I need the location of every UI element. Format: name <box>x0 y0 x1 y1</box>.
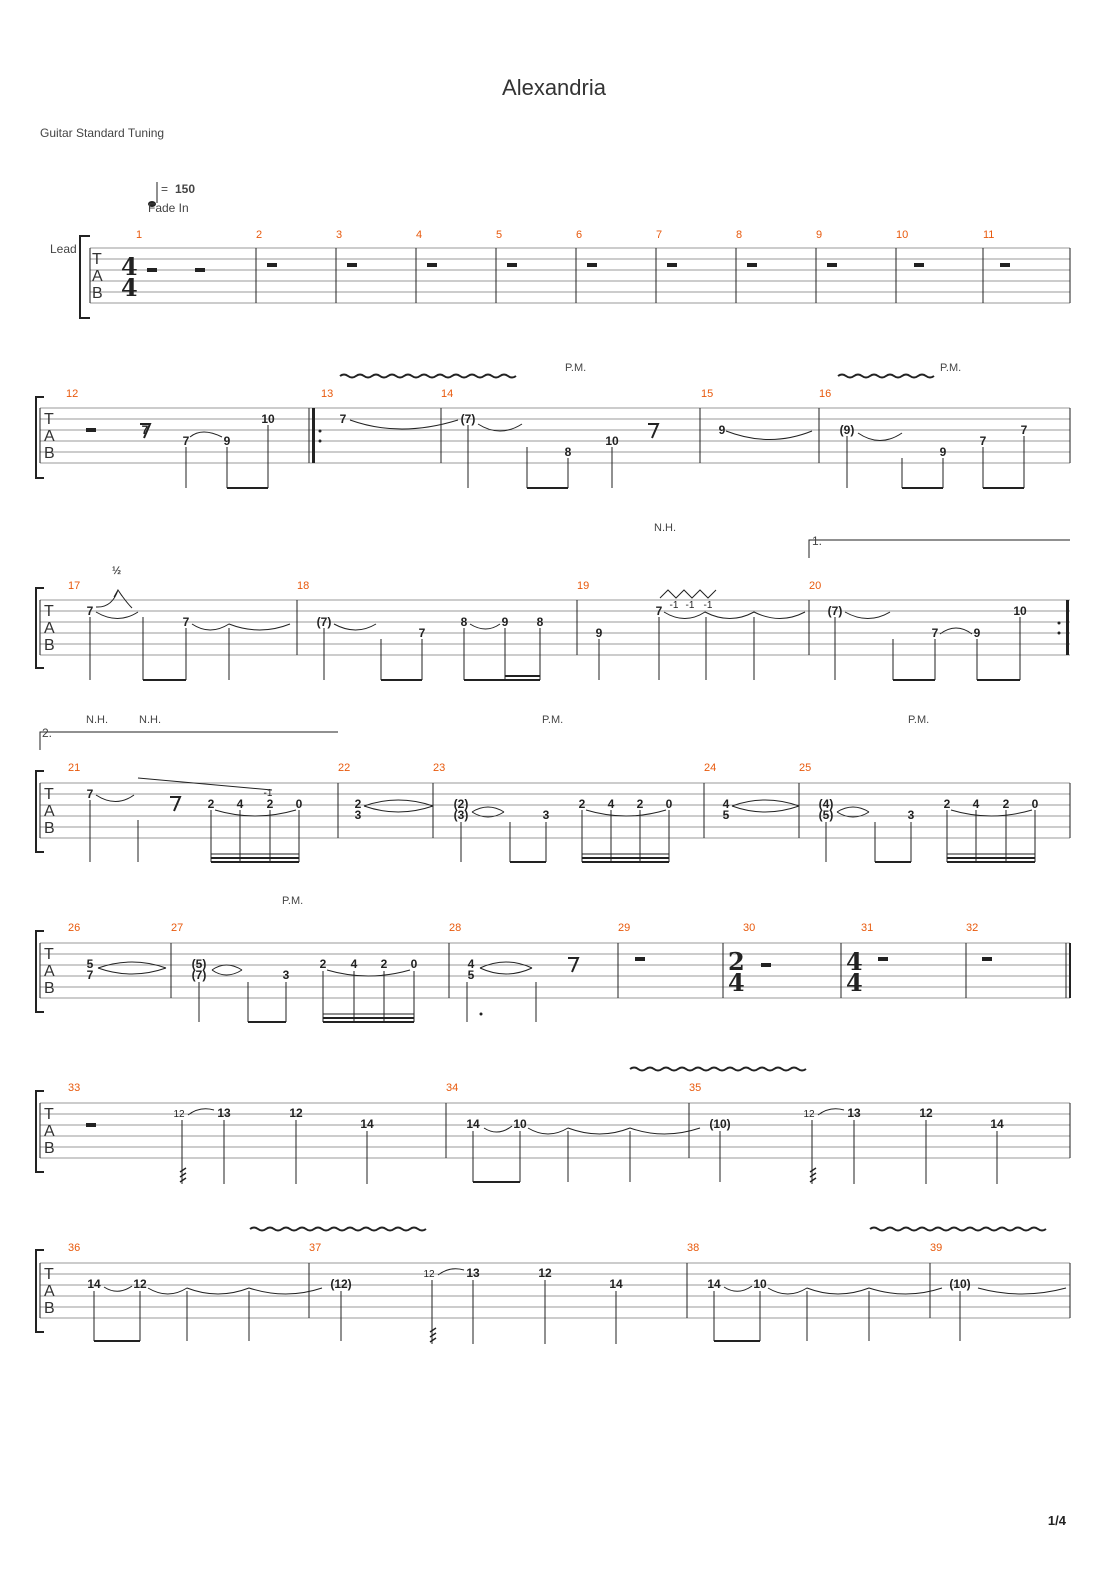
measure-number: 37 <box>309 1242 322 1254</box>
bend-arrow-icon <box>96 590 132 608</box>
time-sig-bottom: 4 <box>121 273 138 302</box>
fret-number: 13 <box>217 1106 231 1120</box>
time-sig-top: 4 <box>846 947 863 976</box>
tab-letter-t: T <box>44 786 54 803</box>
fret-number: 7 <box>655 604 663 618</box>
fret-number: 5 <box>86 957 94 971</box>
system-3 <box>36 522 1070 680</box>
grace-fret: 12 <box>803 1109 815 1120</box>
fret-number: 3 <box>282 968 290 982</box>
time-sig-bottom: 4 <box>846 968 863 997</box>
vibrato-line <box>250 1228 426 1231</box>
tab-letter-a: A <box>44 963 55 980</box>
measure-number: 33 <box>68 1082 81 1094</box>
measure-number: 25 <box>799 762 812 774</box>
fret-number: 5 <box>722 808 730 822</box>
fret-number: (12) <box>330 1277 352 1291</box>
tab-letter-b: B <box>92 285 103 302</box>
volta-1-label: 1. <box>812 534 823 548</box>
measure-number: 32 <box>966 922 979 934</box>
measure-number: 6 <box>576 229 583 241</box>
measure-number: 34 <box>446 1082 459 1094</box>
harmonic-zigzag <box>660 590 716 598</box>
tuning-label: Guitar Standard Tuning <box>40 126 165 140</box>
half-bend-label: ½ <box>112 565 122 577</box>
song-title: Alexandria <box>502 75 606 100</box>
measure-number: 19 <box>577 580 590 592</box>
fret-number: 14 <box>360 1117 374 1131</box>
tab-letter-t: T <box>44 946 54 963</box>
measure-number: 39 <box>930 1242 943 1254</box>
volta-bracket-2 <box>40 732 338 750</box>
measure-number: 29 <box>618 922 631 934</box>
fret-number: 4 <box>467 957 475 971</box>
fret-number: 9 <box>223 434 231 448</box>
system-1 <box>80 229 1070 318</box>
natural-harmonic-label: N.H. <box>654 522 676 534</box>
fret-number: 7 <box>931 626 939 640</box>
measure-number: 11 <box>983 229 995 241</box>
fret-number: 2 <box>380 957 388 971</box>
fret-number: (5) <box>818 808 834 822</box>
vibrato-line <box>870 1228 1046 1231</box>
tab-letter-t: T <box>44 603 54 620</box>
fret-number: 10 <box>261 412 275 426</box>
fret-number: 9 <box>595 626 603 640</box>
fret-number: 7 <box>1020 423 1028 437</box>
measure-number: 38 <box>687 1242 700 1254</box>
fret-number: 5 <box>467 968 475 982</box>
palm-mute-label: P.M. <box>940 362 962 374</box>
fret-number: 8 <box>536 615 544 629</box>
tab-letter-a: A <box>44 1123 55 1140</box>
fret-number: (7) <box>191 968 207 982</box>
fret-number: 7 <box>86 787 94 801</box>
measure-number: 10 <box>896 229 909 241</box>
harmonic-value: -1 <box>703 600 713 611</box>
measure-number: 14 <box>441 388 454 400</box>
fret-number: 10 <box>513 1117 527 1131</box>
fret-number: 4 <box>722 797 730 811</box>
note-stems <box>90 800 1035 862</box>
fret-number: 12 <box>919 1106 933 1120</box>
fret-number: 14 <box>990 1117 1004 1131</box>
tab-letter-b: B <box>44 637 55 654</box>
palm-mute-label: P.M. <box>908 714 930 726</box>
fret-number: 7 <box>182 615 190 629</box>
fret-number: 0 <box>295 797 303 811</box>
palm-mute-label: P.M. <box>542 714 564 726</box>
tab-letter-t: T <box>44 1106 54 1123</box>
measure-number: 17 <box>68 580 81 592</box>
fret-number: (7) <box>316 615 332 629</box>
palm-mute-label: P.M. <box>282 895 304 907</box>
grace-fret: 12 <box>423 1269 435 1280</box>
fret-number: 0 <box>410 957 418 971</box>
tab-letter-t: T <box>44 1266 54 1283</box>
fret-number: 3 <box>354 808 362 822</box>
measure-number: 36 <box>68 1242 81 1254</box>
fret-number: (4) <box>818 797 834 811</box>
repeat-end-bar <box>1066 600 1069 655</box>
fret-number: 9 <box>973 626 981 640</box>
measure-number: 24 <box>704 762 717 774</box>
rest-marks <box>147 263 1010 272</box>
measure-number: 12 <box>66 388 79 400</box>
measure-number: 23 <box>433 762 446 774</box>
tempo-bpm: 150 <box>175 182 196 196</box>
fret-number: 10 <box>1013 604 1027 618</box>
note-stems <box>90 617 1020 680</box>
fret-number: 2 <box>578 797 586 811</box>
system-2 <box>36 362 1070 488</box>
fret-number: 3 <box>907 808 915 822</box>
measure-number: 27 <box>171 922 184 934</box>
measure-number: 26 <box>68 922 81 934</box>
fret-number: (7) <box>827 604 843 618</box>
measure-number: 5 <box>496 229 503 241</box>
vibrato-line <box>630 1068 806 1071</box>
fret-number: (10) <box>949 1277 971 1291</box>
measure-number: 1 <box>136 229 143 241</box>
page-number: 1/4 <box>1047 1513 1066 1528</box>
measure-number: 22 <box>338 762 351 774</box>
fret-number: 7 <box>182 434 190 448</box>
vibrato-line <box>340 375 516 378</box>
fret-number: 4 <box>607 797 615 811</box>
tab-letter-t: T <box>92 251 102 268</box>
fret-number: 8 <box>460 615 468 629</box>
tab-letter-b: B <box>44 445 55 462</box>
measure-number: 4 <box>416 229 423 241</box>
fret-number: 14 <box>466 1117 480 1131</box>
fret-number: 9 <box>939 445 947 459</box>
natural-harmonic-label: N.H. <box>86 714 108 726</box>
measure-number: 9 <box>816 229 823 241</box>
vibrato-line <box>838 375 934 378</box>
rest-mark <box>86 428 96 432</box>
fret-number: 2 <box>266 797 274 811</box>
system-5 <box>36 895 1070 1022</box>
fret-number: 4 <box>972 797 980 811</box>
tab-letter-a: A <box>44 428 55 445</box>
track-name: Lead <box>50 242 77 256</box>
fret-number: 10 <box>753 1277 767 1291</box>
fret-number: 2 <box>943 797 951 811</box>
tremolo-marks <box>810 1168 816 1182</box>
fret-number: 7 <box>86 968 94 982</box>
repeat-start-bar <box>312 408 315 463</box>
palm-mute-label: P.M. <box>565 362 587 374</box>
fret-number: 0 <box>665 797 673 811</box>
volta-2-label: 2. <box>42 726 53 740</box>
tempo-fade-in: Fade In <box>148 201 189 215</box>
system-4 <box>36 714 1070 862</box>
eighth-rest <box>170 797 180 811</box>
measure-number: 3 <box>336 229 343 241</box>
fret-number: 9 <box>501 615 509 629</box>
fret-number: 9 <box>718 423 726 437</box>
fret-number: 7 <box>339 412 347 426</box>
measure-number: 2 <box>256 229 263 241</box>
grace-fret: 12 <box>173 1109 185 1120</box>
fret-number: 12 <box>133 1277 147 1291</box>
fret-number: 2 <box>354 797 362 811</box>
fret-number: (9) <box>839 423 855 437</box>
tempo-equals: = <box>161 182 169 196</box>
harmonic-value: -1 <box>669 600 679 611</box>
dot-mark <box>480 1013 483 1016</box>
measure-number: 31 <box>861 922 874 934</box>
fret-number: 14 <box>609 1277 623 1291</box>
measure-number: 20 <box>809 580 822 592</box>
tab-letter-a: A <box>92 268 103 285</box>
measure-number: 15 <box>701 388 714 400</box>
fret-number: (2) <box>453 797 469 811</box>
measure-number: 28 <box>449 922 462 934</box>
fret-number: 12 <box>538 1266 552 1280</box>
ties <box>104 1269 1066 1294</box>
tab-letter-a: A <box>44 620 55 637</box>
fret-number: 12 <box>289 1106 303 1120</box>
fret-number: 2 <box>1002 797 1010 811</box>
note-stems <box>94 1280 960 1344</box>
measure-number: 35 <box>689 1082 702 1094</box>
fret-number: 10 <box>605 434 619 448</box>
fret-number: 14 <box>707 1277 721 1291</box>
harmonic-value: -1 <box>263 788 273 799</box>
fret-number: 7 <box>141 423 149 437</box>
fret-number: 13 <box>466 1266 480 1280</box>
tab-letter-b: B <box>44 1300 55 1317</box>
fret-number: (10) <box>709 1117 731 1131</box>
tempo-marking <box>148 182 195 215</box>
measure-number: 8 <box>736 229 743 241</box>
tab-letter-a: A <box>44 1283 55 1300</box>
rest-mark <box>86 1123 96 1127</box>
natural-harmonic-label: N.H. <box>139 714 161 726</box>
fret-number: 2 <box>207 797 215 811</box>
fret-number: 3 <box>542 808 550 822</box>
tremolo-marks <box>430 1328 436 1342</box>
measure-number: 30 <box>743 922 756 934</box>
tab-letter-b: B <box>44 1140 55 1157</box>
note-stems <box>199 971 536 1022</box>
system-7 <box>36 1228 1070 1345</box>
fret-number: 4 <box>236 797 244 811</box>
eighth-rest <box>648 424 658 438</box>
fret-number: 2 <box>319 957 327 971</box>
measure-number: 16 <box>819 388 832 400</box>
fret-number: 13 <box>847 1106 861 1120</box>
fret-number: 8 <box>564 445 572 459</box>
fret-number: 0 <box>1031 797 1039 811</box>
time-sig-top: 2 <box>728 947 745 976</box>
fret-number: 7 <box>418 626 426 640</box>
harmonic-value: -1 <box>685 600 695 611</box>
tremolo-marks <box>180 1168 186 1182</box>
tab-letter-b: B <box>44 980 55 997</box>
slide-line <box>138 778 272 790</box>
time-sig-top: 4 <box>121 252 138 281</box>
fret-number: (7) <box>460 412 476 426</box>
measure-number: 18 <box>297 580 310 592</box>
fret-number: 7 <box>979 434 987 448</box>
measure-number: 7 <box>656 229 663 241</box>
measure-number: 21 <box>68 762 81 774</box>
time-sig-bottom: 4 <box>728 968 745 997</box>
volta-bracket-1 <box>809 540 1070 558</box>
tab-letter-a: A <box>44 803 55 820</box>
tab-letter-b: B <box>44 820 55 837</box>
fret-number: (3) <box>453 808 469 822</box>
fret-number: 7 <box>86 604 94 618</box>
measure-number: 13 <box>321 388 334 400</box>
fret-number: 2 <box>636 797 644 811</box>
fret-number: 14 <box>87 1277 101 1291</box>
note-stems <box>182 1120 997 1184</box>
fret-number: (5) <box>191 957 207 971</box>
fret-number: 4 <box>350 957 358 971</box>
tab-letter-t: T <box>44 411 54 428</box>
system-6 <box>36 1068 1070 1185</box>
